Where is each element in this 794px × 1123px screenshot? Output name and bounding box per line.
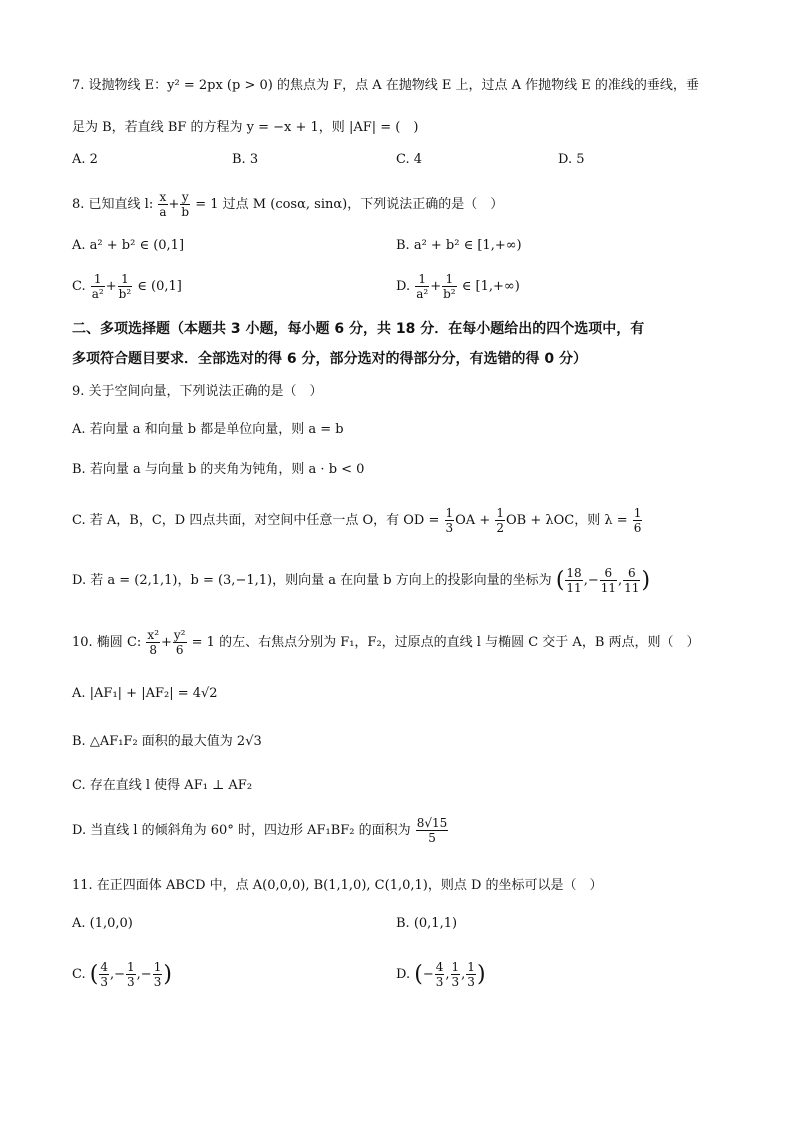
frac-num: 1	[467, 960, 475, 974]
q10-stem-prefix: 10. 椭圆 C:	[72, 635, 142, 650]
frac	[451, 960, 461, 989]
frac-num: x	[159, 190, 167, 204]
frac-den: 3	[445, 521, 454, 535]
q10-option-d	[72, 816, 722, 845]
frac-num: 1	[153, 960, 162, 974]
option-text: D. 若 a = (2,1,1)，b = (3,−1,1)，则向量 a 在向量 b 方向上的投影向量的坐标为	[72, 573, 552, 588]
q10-stem-suffix: = 1 的左、右焦点分别为 F₁，F₂，过原点的直线 l 与椭圆 C 交于 A，B 两点，则（ ）	[191, 635, 700, 650]
option-label: C.	[72, 279, 86, 294]
frac-one-over-a2	[91, 272, 105, 301]
option-suffix: ∈ [1,+∞)	[461, 279, 520, 294]
frac-den: b	[181, 205, 190, 219]
frac	[99, 960, 109, 989]
frac-den: b²	[118, 287, 132, 301]
frac-num: 6	[623, 566, 640, 581]
frac-num: 8√15	[416, 816, 448, 830]
section2-heading-line1: 二、多项选择题（本题共 3 小题，每小题 6 分，共 18 分．在每小题给出的四个选项中，有	[72, 321, 645, 337]
q8-option-c: C. $\frac{1}{\text{a²}}$ + $\frac{1}{\text{b²}}$ ∈ (0,1]	[72, 272, 182, 301]
q11-option-c: C. ( $\frac{4}{3}$ ,− $\frac{1}{3}$ ,− $\frac{1}{3}$ )	[72, 960, 172, 989]
frac	[435, 960, 445, 989]
q11-option-d: D. (− $\frac{4}{3}$ , $\frac{1}{3}$ , $\frac{1}{3}$ )	[396, 960, 486, 989]
q8-option-b: B. a² + b² ∈ [1,+∞)	[396, 238, 522, 253]
q9-option-b: B. 若向量 a 与向量 b 的夹角为钝角，则 a · b < 0	[72, 462, 365, 477]
q9-option-c	[72, 506, 722, 535]
frac-num: 1	[415, 272, 429, 287]
frac-num: 1	[442, 272, 457, 287]
q8-option-d: D. $\frac{1}{\text{a²}}$ + $\frac{1}{\text{b²}}$ ∈ [1,+∞)	[396, 272, 520, 301]
frac-den: 6	[175, 643, 184, 657]
frac	[466, 960, 476, 989]
frac	[600, 566, 617, 595]
frac	[445, 506, 455, 535]
option-text: C. 若 A，B，C，D 四点共面，对空间中任意一点 O，有 OD =	[72, 513, 440, 528]
frac	[495, 506, 505, 535]
q8-frac-x-a	[158, 190, 167, 219]
frac	[153, 960, 163, 989]
frac-num: y	[181, 190, 189, 204]
frac-num: x²	[147, 628, 159, 642]
option-label: D.	[396, 279, 411, 294]
frac-den: 3	[451, 975, 460, 989]
frac-den: 3	[100, 975, 108, 989]
option-text: OB + λOC，则 λ =	[506, 513, 628, 528]
q9-option-a: A. 若向量 a 和向量 b 都是单位向量，则 a = b	[72, 422, 344, 437]
q11-option-a: A. (1,0,0)	[72, 916, 133, 931]
frac-den: 3	[435, 975, 444, 989]
frac-den: 6	[633, 521, 642, 535]
q7-option-c: C. 4	[396, 152, 423, 167]
q8-frac-y-b	[180, 190, 190, 219]
frac-den: 3	[127, 975, 135, 989]
option-text: D. 当直线 l 的倾斜角为 60° 时，四边形 AF₁BF₂ 的面积为	[72, 823, 411, 838]
frac-den: a²	[416, 287, 429, 301]
q8-stem-prefix: 8. 已知直线 l:	[72, 197, 154, 212]
frac-num: 1	[633, 506, 642, 520]
frac	[416, 816, 449, 845]
frac-num: 1	[496, 506, 504, 520]
q11-option-b: B. (0,1,1)	[396, 916, 458, 931]
q7-option-a: A. 2	[72, 152, 98, 167]
q7-stem-line2: 足为 B，若直线 BF 的方程为 y = −x + 1，则 |AF| = ( )	[72, 120, 419, 135]
frac-den: 11	[566, 581, 582, 595]
q9-stem: 9. 关于空间向量，下列说法正确的是（ ）	[72, 384, 323, 399]
option-label: C.	[72, 967, 86, 982]
frac	[565, 566, 582, 595]
frac-num: 4	[100, 960, 108, 974]
q10-stem: 10. 椭圆 C: $\frac{\text{x²}}{8}$ + $\frac{\text{y²}}{6}$ = 1 的左、右焦点分别为 F₁，F₂，过原点的直线 l 与椭圆 C 交于 A，B 两点，则（ ）	[72, 628, 700, 657]
q7-option-b: B. 3	[232, 152, 259, 167]
frac-den: 8	[149, 643, 158, 657]
q7-option-d: D. 5	[558, 152, 585, 167]
frac-num: 4	[435, 960, 444, 974]
option-text: OA +	[455, 513, 491, 528]
frac	[126, 960, 136, 989]
q7-stem-line1: 7. 设抛物线 E：y² = 2px (p > 0) 的焦点为 F，点 A 在抛物线 E 上，过点 A 作抛物线 E 的准线的垂线，垂	[72, 78, 699, 93]
q8-option-a: A. a² + b² ∈ (0,1]	[72, 238, 185, 253]
frac	[146, 628, 160, 657]
frac-den: a²	[91, 287, 104, 301]
q10-option-c: C. 存在直线 l 使得 AF₁ ⊥ AF₂	[72, 778, 253, 793]
frac-num: 1	[127, 960, 135, 974]
option-label: D.	[396, 967, 411, 982]
frac-den: b²	[443, 287, 456, 301]
frac	[633, 506, 643, 535]
frac-one-over-b2	[118, 272, 133, 301]
frac-den: 5	[428, 831, 436, 845]
frac-den: 3	[153, 975, 162, 989]
frac-num: y²	[173, 628, 186, 642]
frac-num: 6	[600, 566, 617, 581]
frac	[173, 628, 187, 657]
frac-num: 1	[118, 272, 133, 287]
q10-option-b: B. △AF₁F₂ 面积的最大值为 2√3	[72, 734, 262, 749]
q11-stem: 11. 在正四面体 ABCD 中，点 A(0,0,0), B(1,1,0), C(1,0,1)，则点 D 的坐标可以是（ ）	[72, 878, 603, 893]
frac-den: 11	[624, 581, 640, 595]
frac-num: 1	[91, 272, 105, 287]
option-suffix: ∈ (0,1]	[137, 279, 182, 294]
frac-one-over-b2	[442, 272, 457, 301]
frac-num: 1	[451, 960, 460, 974]
q10-option-a: A. |AF₁| + |AF₂| = 4√2	[72, 686, 218, 701]
frac-one-over-a2	[415, 272, 429, 301]
q8-stem: 8. 已知直线 l: $\frac{x}{a}$ + $\frac{y}{b}$ = 1 过点 M (cosα, sinα)，下列说法正确的是（ ）	[72, 190, 504, 219]
q8-stem-suffix: = 1 过点 M (cosα, sinα)，下列说法正确的是（ ）	[195, 197, 504, 212]
frac	[623, 566, 640, 595]
frac-num: 1	[445, 506, 454, 520]
section2-heading-line2: 多项符合题目要求．全部选对的得 6 分，部分选对的得部分分，有选错的得 0 分）	[72, 351, 587, 367]
frac-den: a	[159, 205, 167, 219]
frac-den: 2	[496, 521, 504, 535]
q9-option-d: D. 若 a = (2,1,1)，b = (3,−1,1)，则向量 a 在向量 b 方向上的投影向量的坐标为 ( $\frac{18}{11}$ ,− $\frac{6}{11}$ , $\frac{6}{11}$ )	[72, 566, 651, 595]
frac-den: 3	[467, 975, 475, 989]
frac-num: 18	[566, 566, 582, 580]
frac-den: 11	[600, 581, 617, 595]
